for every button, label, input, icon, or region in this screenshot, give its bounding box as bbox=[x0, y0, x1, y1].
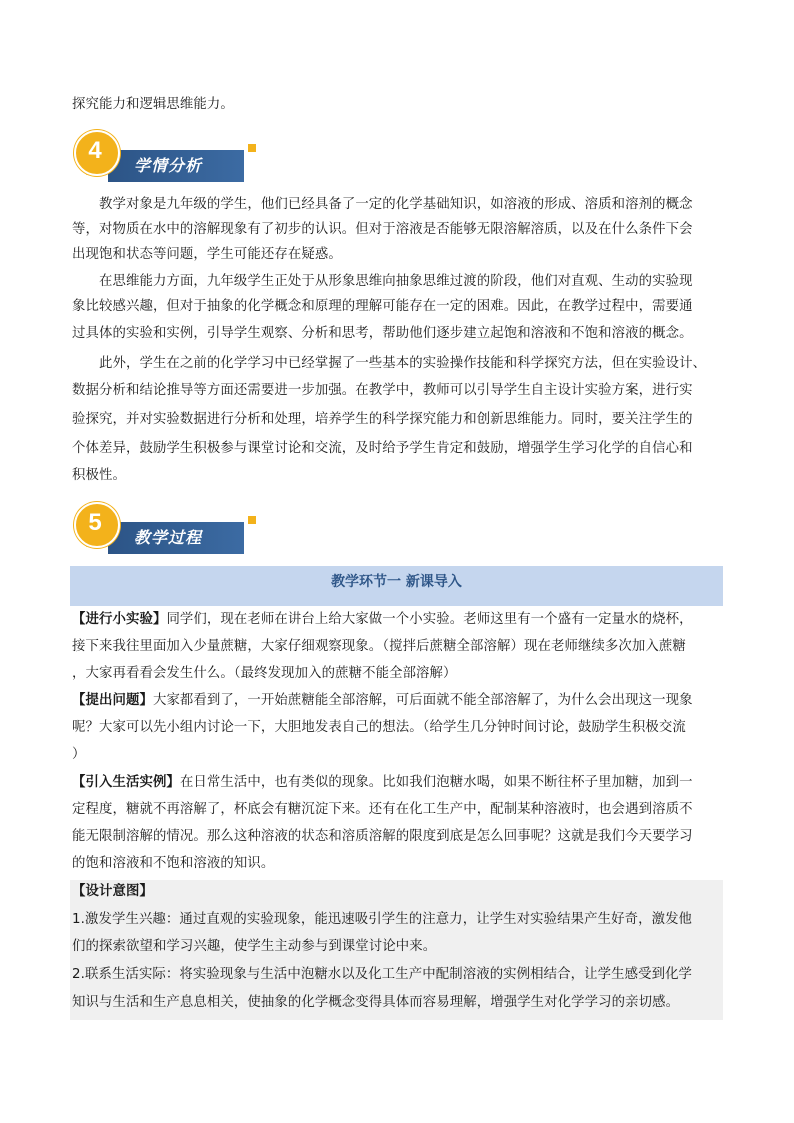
life-example-text: 在日常生活中，也有类似的现象。比如我们泡糖水喝，如果不断往杯子里加糖，加到一 bbox=[179, 775, 693, 790]
question-text: 大家都看到了，一开始蔗糖能全部溶解，可后面就不能全部溶解了，为什么会出现这一现象 bbox=[152, 693, 693, 708]
teaching-step-banner bbox=[70, 566, 723, 606]
life-example-line: 的饱和溶液和不饱和溶液的知识。 bbox=[72, 856, 275, 871]
design-intent-line: 2.联系生活实际：将实验现象与生活中泡糖水以及化工生产中配制溶液的实例相结合，让学生感受到化学 bbox=[72, 967, 693, 982]
section-4-heading bbox=[74, 130, 274, 186]
life-example-tag: 【引入生活实例】 bbox=[72, 775, 180, 790]
section-number: 5 bbox=[88, 509, 102, 536]
design-intent-tag-line bbox=[72, 883, 732, 901]
section-number: 4 bbox=[88, 137, 102, 164]
paragraph-line: 教学对象是九年级的学生，他们已经具备了一定的化学基础知识，如溶液的形成、溶质和溶剂的概念 bbox=[99, 197, 693, 212]
experiment-line: ，大家再看看会发生什么。（最终发现加入的蔗糖不能全部溶解） bbox=[72, 666, 457, 681]
section-title: 教学过程 bbox=[134, 528, 203, 547]
paragraph-line: 等，对物质在水中的溶解现象有了初步的认识。但对于溶液是否能够无限溶解溶质，以及在什么条件下会 bbox=[72, 222, 693, 237]
intro-tail-text: 探究能力和逻辑思维能力。 bbox=[72, 97, 234, 112]
paragraph-line: 在思维能力方面，九年级学生正处于从形象思维向抽象思维过渡的阶段，他们对直观、生动的实验现 bbox=[99, 274, 693, 289]
paragraph-line: 验探究，并对实验数据进行分析和处理，培养学生的科学探究能力和创新思维能力。同时，要关注学生的 bbox=[72, 412, 693, 427]
paragraph-line: 过具体的实验和实例，引导学生观察、分析和思考，帮助他们逐步建立起饱和溶液和不饱和溶液的概念。 bbox=[72, 326, 693, 341]
design-intent-tag: 【设计意图】 bbox=[72, 884, 153, 899]
experiment-tag: 【进行小实验】 bbox=[72, 612, 167, 627]
life-example-line: 定程度，糖就不再溶解了，杯底会有糖沉淀下来。还有在化工生产中，配制某种溶液时，也会遇到溶质不 bbox=[72, 802, 693, 817]
paragraph-line: 此外，学生在之前的化学学习中已经掌握了一些基本的实验操作技能和科学探究方法，但在实验设计、 bbox=[99, 356, 707, 371]
paragraph-line: 个体差异，鼓励学生积极参与课堂讨论和交流，及时给予学生肯定和鼓励，增强学生学习化学的自信心和 bbox=[72, 441, 693, 456]
paragraph-line: 积极性。 bbox=[72, 468, 126, 483]
paragraph-line: 象比较感兴趣，但对于抽象的化学概念和原理的理解可能存在一定的困难。因此，在教学过程中，需要通 bbox=[72, 299, 693, 314]
experiment-text: 同学们，现在老师在讲台上给大家做一个小实验。老师这里有一个盛有一定量水的烧杯， bbox=[166, 612, 693, 627]
question-line-1 bbox=[72, 692, 732, 710]
accent-square-icon bbox=[248, 144, 256, 152]
life-example-line: 能无限制溶解的情况。那么这种溶液的状态和溶质溶解的限度到底是怎么回事呢？这就是我们今天要学习 bbox=[72, 829, 693, 844]
section-title: 学情分析 bbox=[134, 156, 203, 175]
paragraph-line: 出现饱和状态等问题，学生可能还存在疑惑。 bbox=[72, 247, 342, 262]
design-intent-line: 知识与生活和生产息息相关，使抽象的化学概念变得具体而容易理解，增强学生对化学学习的亲切感。 bbox=[72, 995, 680, 1010]
life-example-line-1 bbox=[72, 774, 732, 792]
accent-square-icon bbox=[248, 516, 256, 524]
question-line: 呢？大家可以先小组内讨论一下，大胆地发表自己的想法。（给学生几分钟时间讨论，鼓励学生积极交流 bbox=[72, 720, 686, 735]
section-5-heading bbox=[74, 502, 274, 558]
experiment-line-1 bbox=[72, 611, 732, 629]
teaching-step-title: 教学环节一 新课导入 bbox=[331, 574, 462, 590]
question-line: ） bbox=[72, 747, 86, 762]
design-intent-line: 1.激发学生兴趣：通过直观的实验现象，能迅速吸引学生的注意力，让学生对实验结果产生好奇，激发他 bbox=[72, 912, 693, 927]
design-intent-line: 们的探索欲望和学习兴趣，使学生主动参与到课堂讨论中来。 bbox=[72, 939, 437, 954]
experiment-line: 接下来我往里面加入少量蔗糖，大家仔细观察现象。（搅拌后蔗糖全部溶解）现在老师继续多次加入蔗糖 bbox=[72, 639, 686, 654]
question-tag: 【提出问题】 bbox=[72, 693, 153, 708]
paragraph-line: 数据分析和结论推导等方面还需要进一步加强。在教学中，教师可以引导学生自主设计实验方案，进行实 bbox=[72, 383, 693, 398]
